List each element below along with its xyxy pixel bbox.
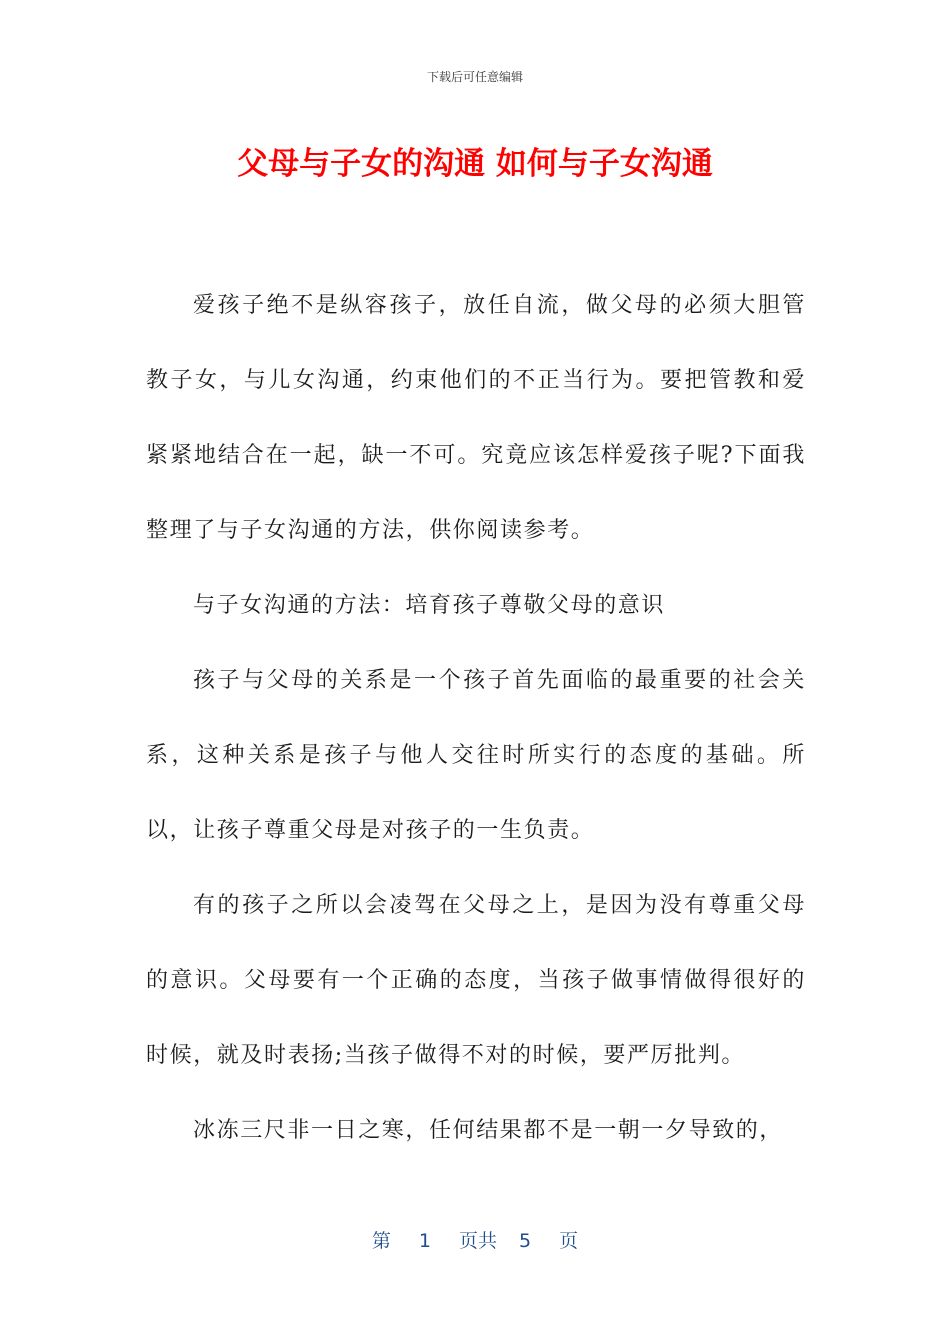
footer-mid: 页共: [458, 1230, 497, 1252]
footer-prefix: 第: [371, 1230, 391, 1252]
footer-page-number: 1: [418, 1230, 431, 1252]
page-footer: [0, 1226, 950, 1253]
footer-total-pages: 5: [519, 1230, 532, 1252]
section-heading: 与子女沟通的方法：培育孩子尊敬父母的意识: [193, 593, 666, 618]
paragraph-intro: 爱孩子绝不是纵容孩子，放任自流，做父母的必须大胆管教子女，与儿女沟通，约束他们的不正当行为。要把管教和爱紧紧地结合在一起，缺一不可。究竟应该怎样爱孩子呢?下面我整理了与子女沟通的方法，供你阅读参考。: [146, 293, 806, 543]
footer-suffix: 页: [559, 1230, 579, 1252]
document-title: 父母与子女的沟通 如何与子女沟通: [237, 146, 713, 182]
paragraph-respect: 有的孩子之所以会凌驾在父母之上，是因为没有尊重父母的意识。父母要有一个正确的态度，当孩子做事情做得很好的时候，就及时表扬;当孩子做得不对的时候，要严厉批判。: [146, 893, 806, 1068]
paragraph-relationship: 孩子与父母的关系是一个孩子首先面临的最重要的社会关系，这种关系是孩子与他人交往时所实行的态度的基础。所以，让孩子尊重父母是对孩子的一生负责。: [146, 668, 806, 843]
paragraph-continued: 冰冻三尺非一日之寒，任何结果都不是一朝一夕导致的，: [193, 1118, 784, 1143]
header-note: 下载后可任意编辑: [426, 70, 523, 84]
document-body: [146, 268, 806, 1168]
